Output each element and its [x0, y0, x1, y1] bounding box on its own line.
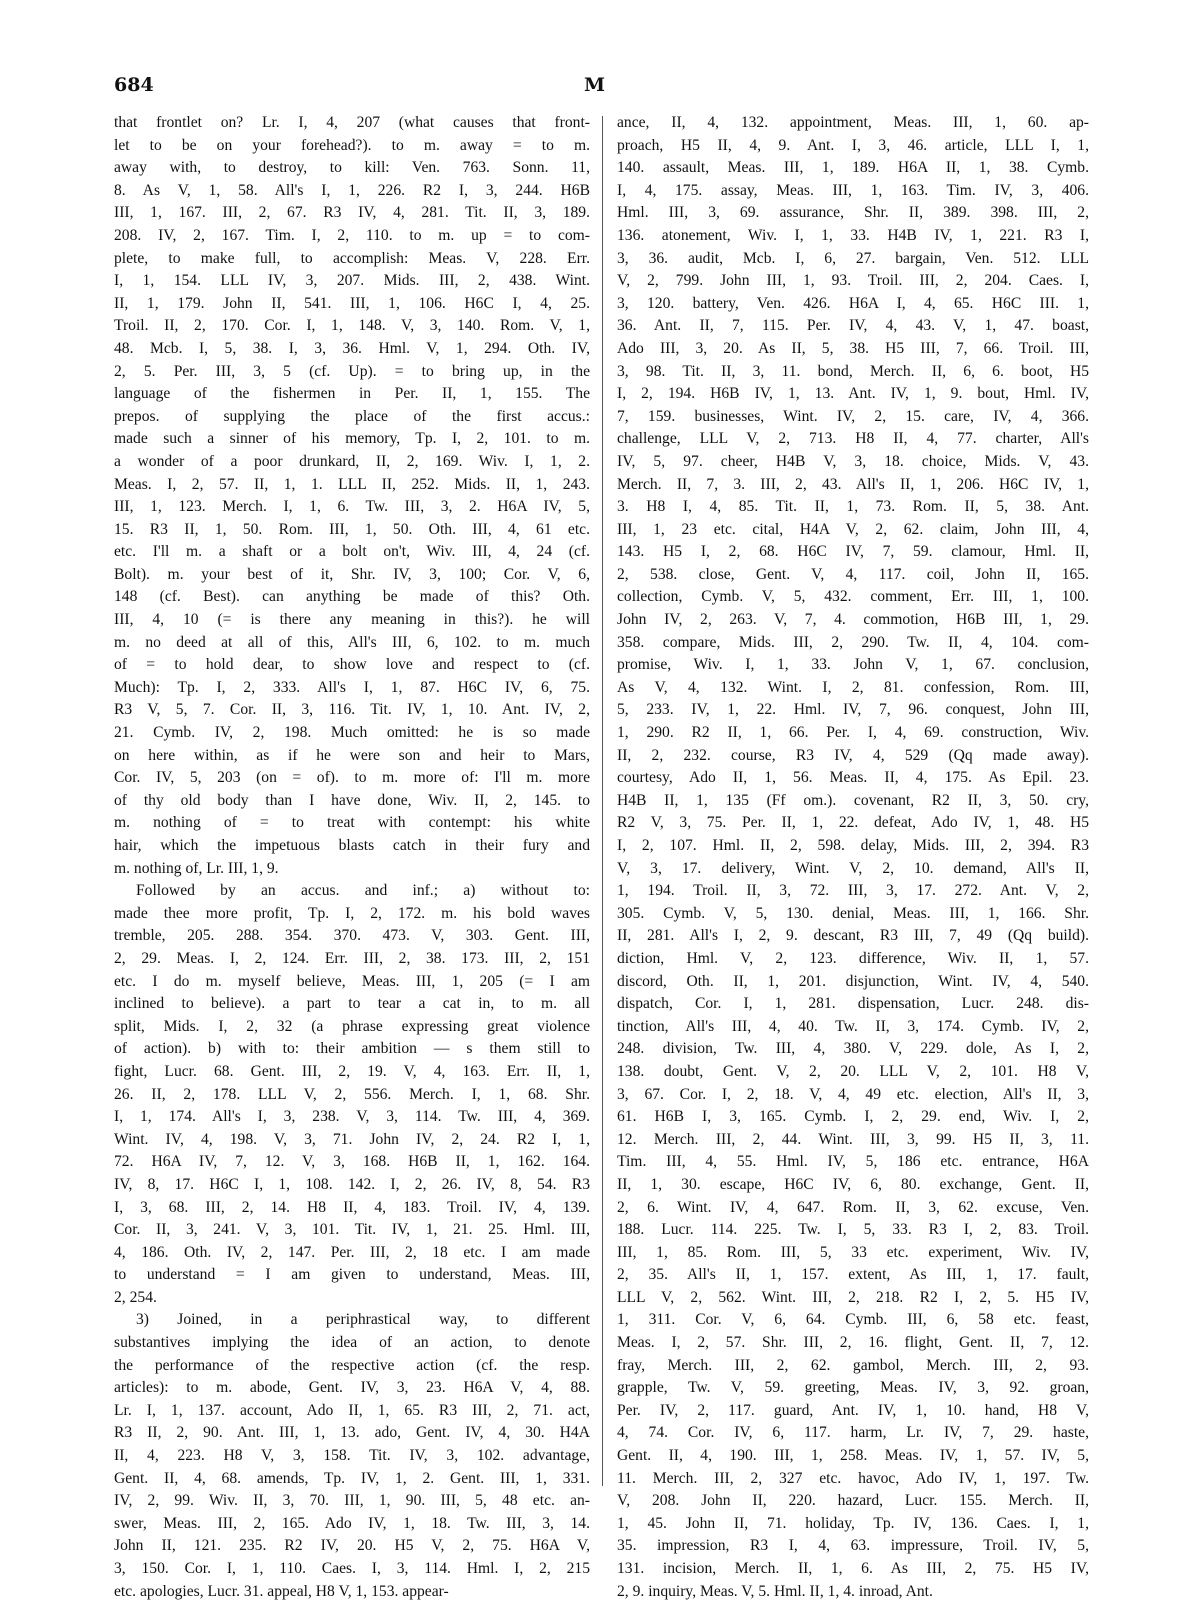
left-column-line: split, Mids. I, 2, 32 (a phrase expressing great violence	[114, 1017, 590, 1035]
right-column-line: 138. doubt, Gent. V, 2, 20. LLL V, 2, 101. H8 V,	[617, 1062, 1089, 1080]
left-column-line: Wint. IV, 4, 198. V, 3, 71. John IV, 2, 24. R2 I, 1,	[114, 1130, 590, 1148]
right-column-line: I, 2, 194. H6B IV, 1, 13. Ant. IV, 1, 9. bout, Hml. IV,	[617, 385, 1089, 403]
right-column-line: IV, 5, 97. cheer, H4B V, 3, 18. choice, Mids. V, 43.	[617, 452, 1089, 470]
left-column-line: IV, 8, 17. H6C I, 1, 108. 142. I, 2, 26. IV, 8, 54. R3	[114, 1175, 590, 1193]
right-column-line: 248. division, Tw. III, 4, 380. V, 229. dole, As I, 2,	[617, 1040, 1089, 1058]
right-column-line: 4, 74. Cor. IV, 6, 117. harm, Lr. IV, 7, 29. haste,	[617, 1424, 1089, 1442]
right-column-line: dispatch, Cor. I, 1, 281. dispensation, Lucr. 248. dis-	[617, 995, 1089, 1013]
right-column-line: Hml. III, 3, 69. assurance, Shr. II, 389. 398. III, 2,	[617, 204, 1089, 222]
left-column-line: 148 (cf. Best). can anything be made of this? Oth.	[114, 588, 590, 606]
right-column-line: proach, H5 II, 4, 9. Ant. I, 3, 46. article, LLL I, 1,	[617, 136, 1089, 154]
right-column-line: Gent. II, 4, 190. III, 1, 258. Meas. IV, 1, 57. IV, 5,	[617, 1447, 1089, 1465]
right-column-line: Meas. I, 2, 57. Shr. III, 2, 16. flight, Gent. II, 7, 12.	[617, 1334, 1089, 1352]
right-column-line: ance, II, 4, 132. appointment, Meas. III, 1, 60. ap-	[617, 114, 1089, 131]
right-column-line: 2, 538. close, Gent. V, 4, 117. coil, John II, 165.	[617, 565, 1089, 583]
right-column-line: 11. Merch. III, 2, 327 etc. havoc, Ado IV, 1, 197. Tw.	[617, 1469, 1089, 1487]
left-column-line: swer, Meas. III, 2, 165. Ado IV, 1, 18. Tw. III, 3, 14.	[114, 1514, 590, 1532]
left-column-line: away with, to destroy, to kill: Ven. 763. Sonn. 11,	[114, 159, 590, 177]
left-column-line: etc. I do m. myself believe, Meas. III, 1, 205 (= I am	[114, 972, 590, 990]
right-column-line: 136. atonement, Wiv. I, 1, 33. H4B IV, 1, 221. R3 I,	[617, 226, 1089, 244]
right-column	[617, 112, 1089, 1603]
left-column-line: 15. R3 II, 1, 50. Rom. III, 1, 50. Oth. III, 4, 61 etc.	[114, 520, 590, 538]
right-column-line: III, 1, 23 etc. cital, H4A V, 2, 62. claim, John III, 4,	[617, 520, 1089, 538]
right-column-line: discord, Oth. II, 1, 201. disjunction, Wint. IV, 4, 540.	[617, 972, 1089, 990]
right-column-line: II, 281. All's I, 2, 9. descant, R3 III, 7, 49 (Qq build).	[617, 927, 1089, 945]
left-column-line: substantives implying the idea of an action, to denote	[114, 1334, 590, 1352]
right-column-line: 1, 194. Troil. II, 3, 72. III, 3, 17. 272. Ant. V, 2,	[617, 882, 1089, 900]
right-column-line: 5, 233. IV, 1, 22. Hml. IV, 7, 96. conquest, John III,	[617, 701, 1089, 719]
right-column-line: 3, 98. Tit. II, 3, 11. bond, Merch. II, 6, 6. boot, H5	[617, 362, 1089, 380]
left-column-line: of = to hold dear, to show love and respect to (cf.	[114, 656, 590, 674]
right-column-line: III, 1, 85. Rom. III, 5, 33 etc. experiment, Wiv. IV,	[617, 1243, 1089, 1261]
right-column-line: V, 3, 17. delivery, Wint. V, 2, 10. demand, All's II,	[617, 859, 1089, 877]
right-column-line: 3. H8 I, 4, 85. Tit. II, 1, 73. Rom. II, 5, 38. Ant.	[617, 498, 1089, 516]
right-column-line: LLL V, 2, 562. Wint. III, 2, 218. R2 I, 2, 5. H5 IV,	[617, 1288, 1089, 1306]
right-column-line: 61. H6B I, 3, 165. Cymb. I, 2, 29. end, Wiv. I, 2,	[617, 1108, 1089, 1126]
left-column-line: hair, which the impetuous blasts catch in their fury and	[114, 837, 590, 854]
left-column-line: language of the fishermen in Per. II, 1, 155. The	[114, 385, 590, 403]
left-column-line: Meas. I, 2, 57. II, 1, 1. LLL II, 252. Mids. II, 1, 243.	[114, 475, 590, 493]
left-column-line: 21. Cymb. IV, 2, 198. Much omitted: he is so made	[114, 724, 590, 742]
left-column-line: 48. Mcb. I, 5, 38. I, 3, 36. Hml. V, 1, 294. Oth. IV,	[114, 339, 590, 357]
left-column-line: to understand = I am given to understand, Meas. III,	[114, 1266, 590, 1284]
left-column-line: 4, 186. Oth. IV, 2, 147. Per. III, 2, 18 etc. I am made	[114, 1243, 590, 1261]
right-column-line: 3, 67. Cor. I, 2, 18. V, 4, 49 etc. election, All's II, 3,	[617, 1085, 1089, 1103]
right-column-line: courtesy, Ado II, 1, 56. Meas. II, 4, 175. As Epil. 23.	[617, 769, 1089, 787]
right-column-line: 305. Cymb. V, 5, 130. denial, Meas. III, 1, 166. Shr.	[617, 904, 1089, 922]
right-column-line: As V, 4, 132. Wint. I, 2, 81. confession, Rom. III,	[617, 678, 1089, 696]
left-column-line: I, 3, 68. III, 2, 14. H8 II, 4, 183. Troil. IV, 4, 139.	[114, 1198, 590, 1216]
right-column-line: 2, 6. Wint. IV, 4, 647. Rom. II, 3, 62. excuse, Ven.	[617, 1198, 1089, 1216]
left-column-line: Cor. II, 3, 241. V, 3, 101. Tit. IV, 1, 21. 25. Hml. III,	[114, 1221, 590, 1239]
left-column-line: Troil. II, 2, 170. Cor. I, 1, 148. V, 3, 140. Rom. V, 1,	[114, 317, 590, 335]
left-column-line: 26. II, 2, 178. LLL V, 2, 556. Merch. I, 1, 68. Shr.	[114, 1085, 590, 1103]
left-column-line: m. no deed at all of this, All's III, 6, 102. to m. much	[114, 633, 590, 651]
left-column-line: m. nothing of = to treat with contempt: his white	[114, 814, 590, 832]
left-column-line: the performance of the respective action (cf. the resp.	[114, 1356, 590, 1374]
left-column-line: R3 II, 2, 90. Ant. III, 1, 13. ado, Gent. IV, 4, 30. H4A	[114, 1424, 590, 1442]
right-column-line: H4B II, 1, 135 (Ff om.). covenant, R2 II, 3, 50. cry,	[617, 791, 1089, 809]
left-column-line: II, 1, 179. John II, 541. III, 1, 106. H6C I, 4, 25.	[114, 294, 590, 312]
left-column-line: 2, 29. Meas. I, 2, 124. Err. III, 2, 38. 173. III, 2, 151	[114, 949, 590, 967]
right-column-line: collection, Cymb. V, 5, 432. comment, Err. III, 1, 100.	[617, 588, 1089, 606]
left-column-line: tremble, 205. 288. 354. 370. 473. V, 303. Gent. III,	[114, 927, 590, 945]
left-column-line: Bolt). m. your best of it, Shr. IV, 3, 100; Cor. V, 6,	[114, 565, 590, 583]
right-column-line: grapple, Tw. V, 59. greeting, Meas. IV, 3, 92. groan,	[617, 1379, 1089, 1397]
right-column-line: 36. Ant. II, 7, 115. Per. IV, 4, 43. V, 1, 47. boast,	[617, 317, 1089, 335]
right-column-line: 131. incision, Merch. II, 1, 6. As III, 2, 75. H5 IV,	[617, 1560, 1089, 1577]
left-column-line: Much): Tp. I, 2, 333. All's I, 1, 87. H6C IV, 6, 75.	[114, 678, 590, 696]
left-column-line: 72. H6A IV, 7, 12. V, 3, 168. H6B II, 1, 162. 164.	[114, 1153, 590, 1171]
left-column-line: 2, 5. Per. III, 3, 5 (cf. Up). = to bring up, in the	[114, 362, 590, 380]
left-column-line: etc. apologies, Lucr. 31. appeal, H8 V, 1, 153. appear-	[114, 1582, 449, 1600]
left-column-line: made thee more profit, Tp. I, 2, 172. m. his bold waves	[114, 904, 590, 922]
right-column-line: Tim. III, 4, 55. Hml. IV, 5, 186 etc. entrance, H6A	[617, 1153, 1089, 1171]
left-column-line: John II, 121. 235. R2 IV, 20. H5 V, 2, 75. H6A V,	[114, 1537, 590, 1555]
left-column-line: plete, to make full, to accomplish: Meas. V, 228. Err.	[114, 249, 590, 267]
column-divider	[602, 116, 603, 1486]
left-column-line: II, 4, 223. H8 V, 3, 158. Tit. IV, 3, 102. advantage,	[114, 1447, 590, 1465]
left-column-line: IV, 2, 99. Wiv. II, 3, 70. III, 1, 90. III, 5, 48 etc. an-	[114, 1492, 590, 1510]
right-column-line: V, 2, 799. John III, 1, 93. Troil. III, 2, 204. Caes. I,	[617, 272, 1089, 290]
right-column-line: 12. Merch. III, 2, 44. Wint. III, 3, 99. H5 II, 3, 11.	[617, 1130, 1089, 1148]
right-column-line: fray, Merch. III, 2, 62. gambol, Merch. III, 2, 93.	[617, 1356, 1089, 1374]
page-number: 684	[114, 74, 154, 96]
right-column-line: 188. Lucr. 114. 225. Tw. I, 5, 33. R3 I, 2, 83. Troil.	[617, 1221, 1089, 1239]
left-column	[114, 112, 590, 1603]
right-column-line: diction, Hml. V, 2, 123. difference, Wiv. II, 1, 57.	[617, 949, 1089, 967]
left-column-line: on here within, as if he were son and heir to Mars,	[114, 746, 590, 764]
left-column-line: 208. IV, 2, 167. Tim. I, 2, 110. to m. up = to com-	[114, 226, 590, 244]
left-column-line: inclined to believe). a part to tear a cat in, to m. all	[114, 995, 590, 1013]
right-column-line: promise, Wiv. I, 1, 33. John V, 1, 67. conclusion,	[617, 656, 1089, 674]
left-column-line: 8. As V, 1, 58. All's I, 1, 226. R2 I, 3, 244. H6B	[114, 181, 590, 199]
left-column-line: etc. I'll m. a shaft or a bolt on't, Wiv. III, 4, 24 (cf.	[114, 543, 590, 561]
left-column-line: Cor. IV, 5, 203 (on = of). to m. more of: I'll m. more	[114, 769, 590, 787]
right-column-line: 1, 290. R2 II, 1, 66. Per. I, 4, 69. construction, Wiv.	[617, 724, 1089, 742]
left-column-line: m. nothing of, Lr. III, 1, 9.	[114, 859, 279, 877]
right-column-line: 358. compare, Mids. III, 2, 290. Tw. II, 4, 104. com-	[617, 633, 1089, 651]
left-column-line: III, 1, 123. Merch. I, 1, 6. Tw. III, 3, 2. H6A IV, 5,	[114, 498, 590, 516]
left-column-line: let to be on your forehead?). to m. away = to m.	[114, 136, 590, 154]
right-column-line: II, 1, 30. escape, H6C IV, 6, 80. exchange, Gent. II,	[617, 1175, 1089, 1193]
left-column-line: Followed by an accus. and inf.; a) without to:	[136, 882, 590, 900]
left-column-line: a wonder of a poor drunkard, II, 2, 169. Wiv. I, 1, 2.	[114, 452, 590, 470]
right-column-line: II, 2, 232. course, R3 IV, 4, 529 (Qq made away).	[617, 746, 1089, 764]
left-column-line: 3) Joined, in a periphrastical way, to different	[136, 1311, 590, 1329]
left-column-line: that frontlet on? Lr. I, 4, 207 (what causes that front-	[114, 114, 590, 131]
right-column-line: tinction, All's III, 4, 40. Tw. II, 3, 174. Cymb. IV, 2,	[617, 1017, 1089, 1035]
left-column-line: R3 V, 5, 7. Cor. II, 3, 116. Tit. IV, 1, 10. Ant. IV, 2,	[114, 701, 590, 719]
right-column-line: 1, 45. John II, 71. holiday, Tp. IV, 136. Caes. I, 1,	[617, 1514, 1089, 1532]
right-column-line: 2, 9. inquiry, Meas. V, 5. Hml. II, 1, 4. inroad, Ant.	[617, 1582, 933, 1600]
right-column-line: Ado III, 3, 20. As II, 5, 38. H5 III, 7, 66. Troil. III,	[617, 339, 1089, 357]
right-column-line: 35. impression, R3 I, 4, 63. impressure, Troil. IV, 5,	[617, 1537, 1089, 1555]
right-column-line: 143. H5 I, 2, 68. H6C IV, 7, 59. clamour, Hml. II,	[617, 543, 1089, 561]
right-column-line: V, 208. John II, 220. hazard, Lucr. 155. Merch. II,	[617, 1492, 1089, 1510]
right-column-line: 7, 159. businesses, Wint. IV, 2, 15. care, IV, 4, 366.	[617, 407, 1089, 425]
left-column-line: 3, 150. Cor. I, 1, 110. Caes. I, 3, 114. Hml. I, 2, 215	[114, 1560, 590, 1577]
left-column-line: III, 1, 167. III, 2, 67. R3 IV, 4, 281. Tit. II, 3, 189.	[114, 204, 590, 222]
left-column-line: 2, 254.	[114, 1288, 157, 1306]
left-column-line: made such a sinner of his memory, Tp. I, 2, 101. to m.	[114, 430, 590, 448]
right-column-line: 1, 311. Cor. V, 6, 64. Cymb. III, 6, 58 etc. feast,	[617, 1311, 1089, 1329]
right-column-line: Merch. II, 7, 3. III, 2, 43. All's II, 1, 206. H6C IV, 1,	[617, 475, 1089, 493]
right-column-line: John IV, 2, 263. V, 7, 4. commotion, H6B III, 1, 29.	[617, 611, 1089, 629]
left-column-line: of action). b) with to: their ambition — s them still to	[114, 1040, 590, 1058]
right-column-line: 3, 36. audit, Mcb. I, 6, 27. bargain, Ven. 512. LLL	[617, 249, 1089, 267]
right-column-line: I, 2, 107. Hml. II, 2, 598. delay, Mids. III, 2, 394. R3	[617, 837, 1089, 854]
left-column-line: Lr. I, 1, 137. account, Ado II, 1, 65. R3 III, 2, 71. act,	[114, 1401, 590, 1419]
right-column-line: 2, 35. All's II, 1, 157. extent, As III, 1, 17. fault,	[617, 1266, 1089, 1284]
left-column-line: of thy old body than I have done, Wiv. II, 2, 145. to	[114, 791, 590, 809]
left-column-line: prepos. of supplying the place of the first accus.:	[114, 407, 590, 425]
left-column-line: III, 4, 10 (= is there any meaning in this?). he will	[114, 611, 590, 629]
left-column-line: articles): to m. abode, Gent. IV, 3, 23. H6A V, 4, 88.	[114, 1379, 590, 1397]
right-column-line: R2 V, 3, 75. Per. II, 1, 22. defeat, Ado IV, 1, 48. H5	[617, 814, 1089, 832]
left-column-line: fight, Lucr. 68. Gent. III, 2, 19. V, 4, 163. Err. II, 1,	[114, 1062, 590, 1080]
left-column-line: I, 1, 154. LLL IV, 3, 207. Mids. III, 2, 438. Wint.	[114, 272, 590, 290]
running-head: M	[584, 74, 606, 96]
right-column-line: challenge, LLL V, 2, 713. H8 II, 4, 77. charter, All's	[617, 430, 1089, 448]
left-column-line: Gent. II, 4, 68. amends, Tp. IV, 1, 2. Gent. III, 1, 331.	[114, 1469, 590, 1487]
right-column-line: I, 4, 175. assay, Meas. III, 1, 163. Tim. IV, 3, 406.	[617, 181, 1089, 199]
right-column-line: 140. assault, Meas. III, 1, 189. H6A II, 1, 38. Cymb.	[617, 159, 1089, 177]
right-column-line: Per. IV, 2, 117. guard, Ant. IV, 1, 10. hand, H8 V,	[617, 1401, 1089, 1419]
right-column-line: 3, 120. battery, Ven. 426. H6A I, 4, 65. H6C III. 1,	[617, 294, 1089, 312]
left-column-line: I, 1, 174. All's I, 3, 238. V, 3, 114. Tw. III, 4, 369.	[114, 1108, 590, 1126]
